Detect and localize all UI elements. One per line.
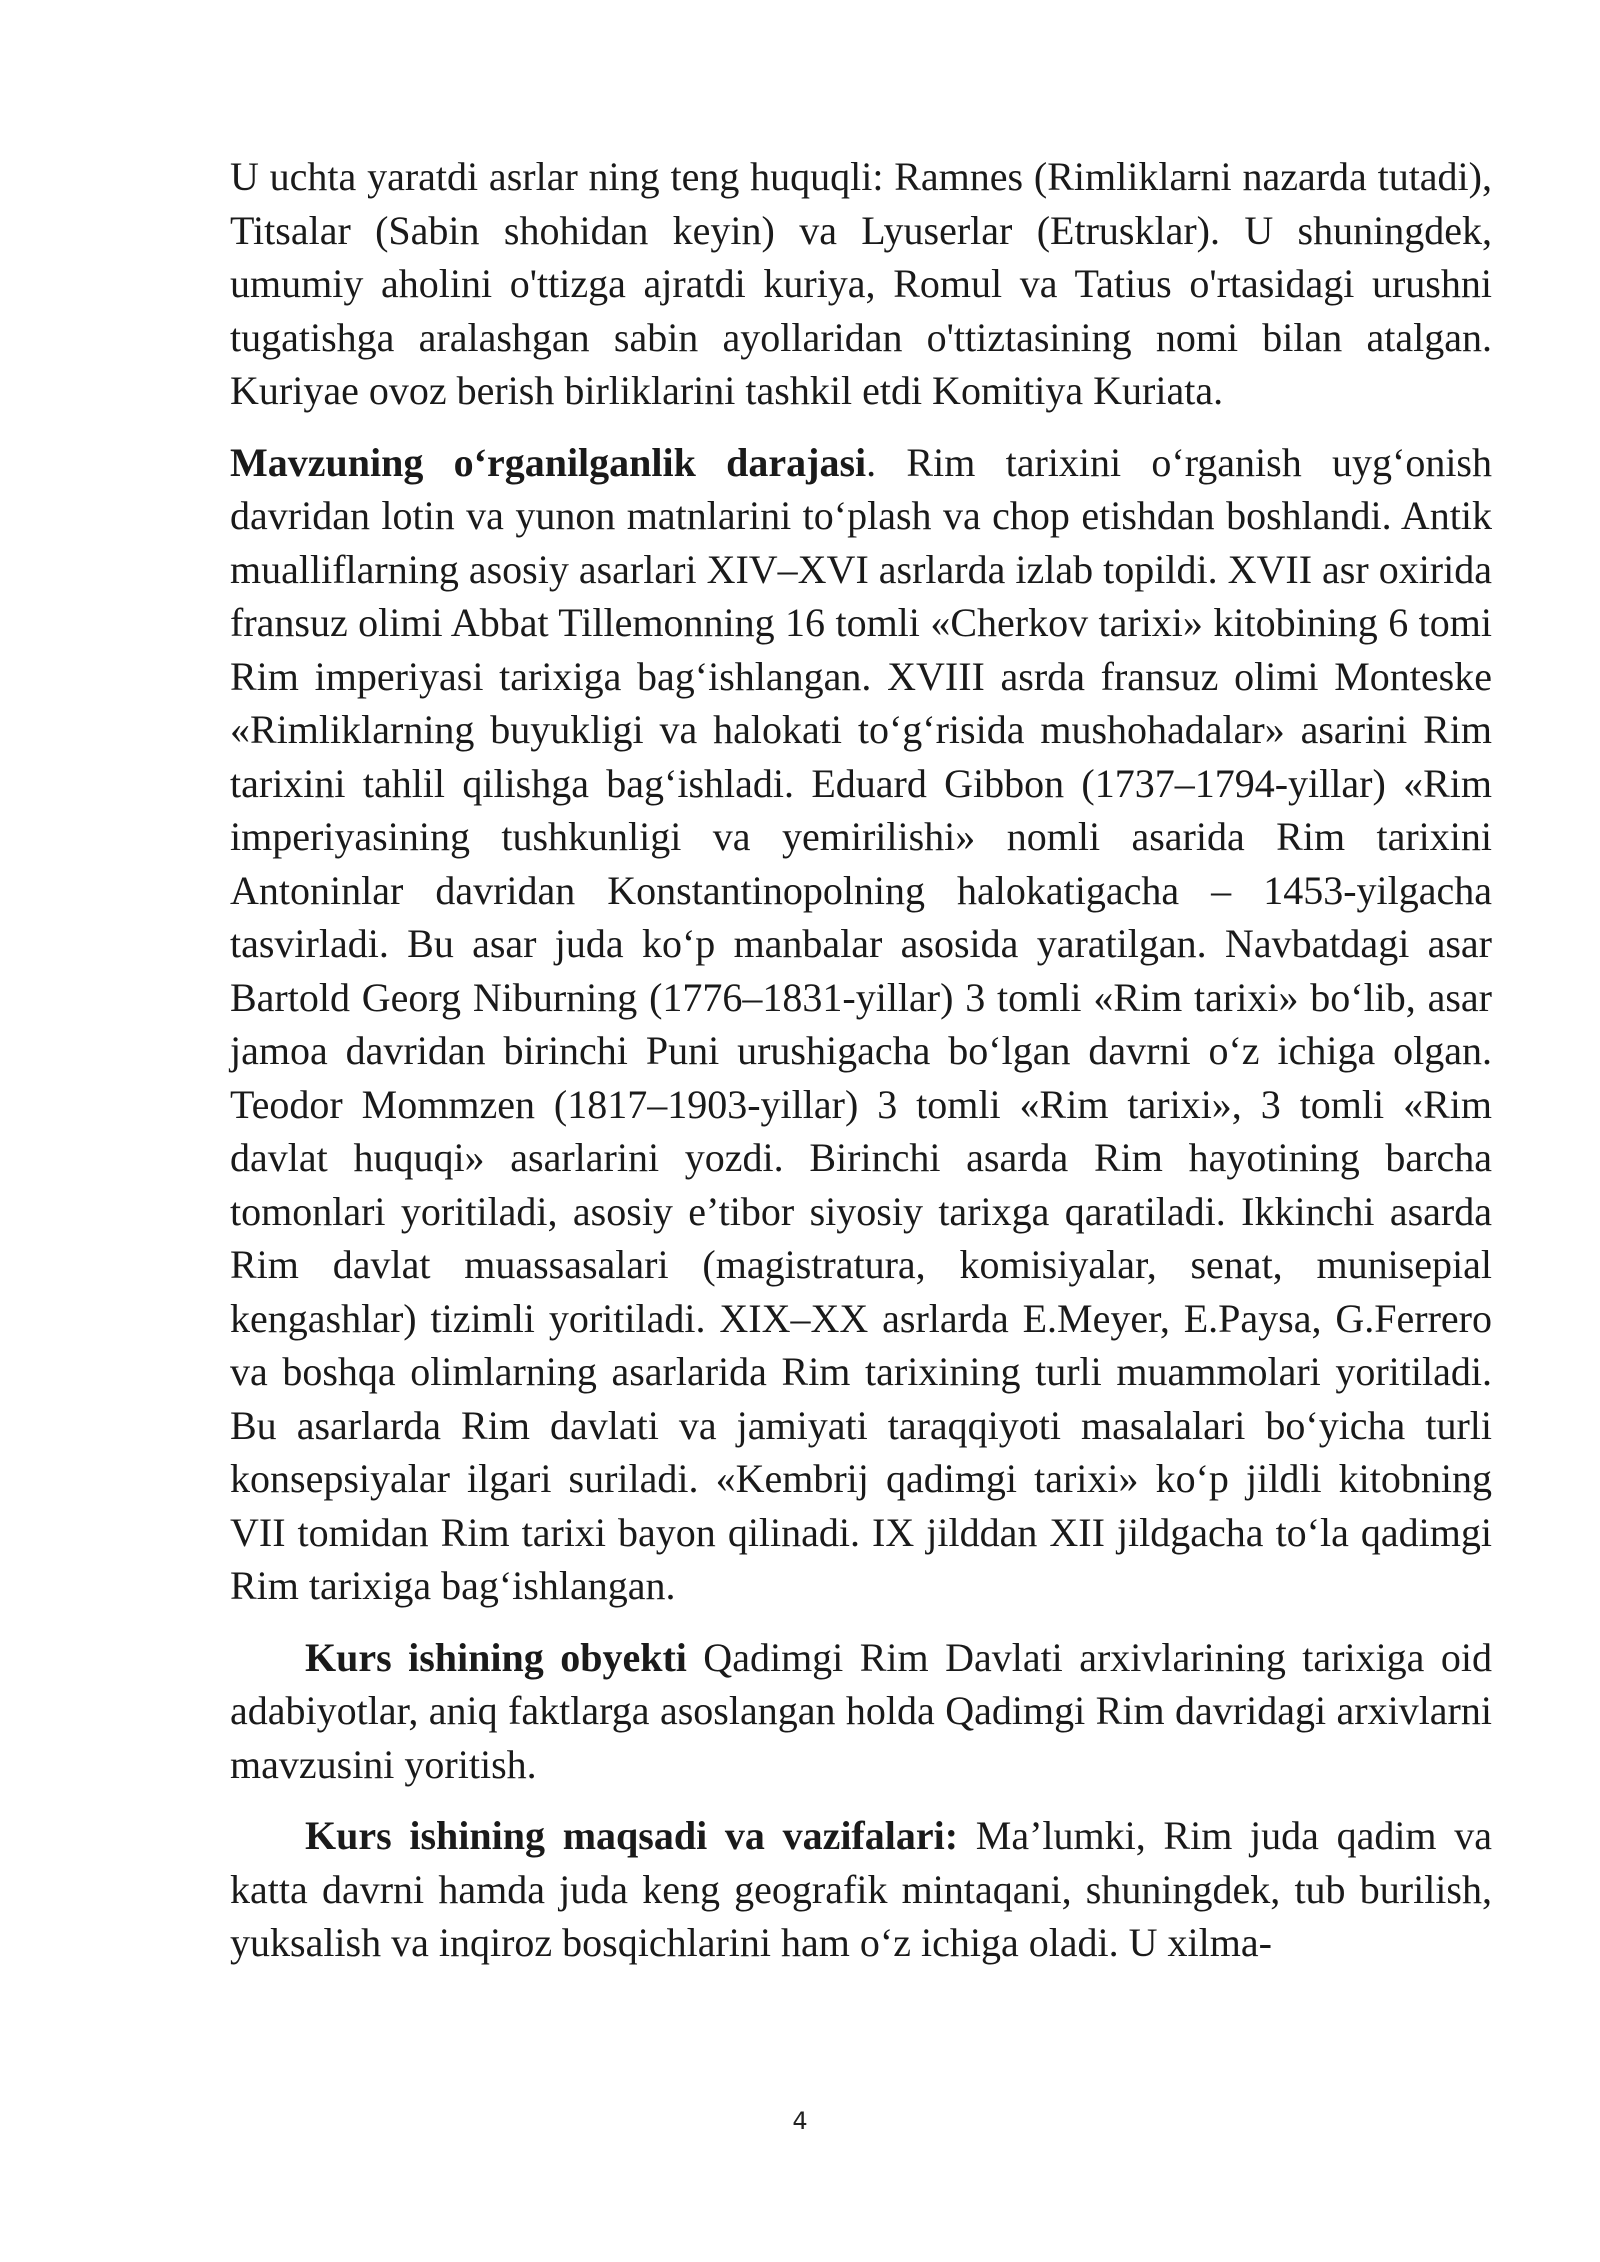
paragraph-text: . Rim tarixini o‘rganish uyg‘onish davridan lotin va yunon matnlarini to‘plash va chop etishdan boshlandi. Antik mualliflarning asosiy asarlari XIV–XVI asrlarda izlab topildi. XVII asr oxirida fransuz olimi Abbat Tillemonning 16 tomli «Cherkov tarixi» kitobining 6 tomi Rim imperiyasi tarixiga bag‘ishlangan. XVIII asrda fransuz olimi Monteske «Rimliklarning buyukligi va halokati to‘g‘risida mushohadalar» asarini Rim tarixini tahlil qilishga bag‘ishladi. Eduard Gibbon (1737–1794-yillar) «Rim imperiyasining tushkunligi va yemirilishi» nomli asarida Rim tarixini Antoninlar davridan Konstantinopolning halokatigacha – 1453-yilgacha tasvirladi. Bu asar juda ko‘p manbalar asosida yaratilgan. Navbatdagi asar Bartold Georg Niburning (1776–1831-yillar) 3 tomli «Rim tarixi» bo‘lib, asar jamoa davridan birinchi Puni urushigacha bo‘lgan davrni o‘z ichiga olgan. Teodor Mommzen (1817–1903-yillar) 3 tomli «Rim tarixi», 3 tomli «Rim davlat huquqi» asarlarini yozdi. Birinchi asarda Rim hayotining barcha tomonlari yoritiladi, asosiy e’tibor siyosiy tarixga qaratiladi. Ikkinchi asarda Rim davlat muassasalari (magistratura, komisiyalar, senat, munisepial kengashlar) tizimli yoritiladi. XIX–XX asrlarda E.Meyer, E.Paysa, G.Ferrero va boshqa olimlarning asarlarida Rim tarixining turli muammolari yoritiladi. Bu asarlarda Rim davlati va jamiyati taraqqiyoti masalalari bo‘yicha turli konsepsiyalar ilgari suriladi. «Kembrij qadimgi tarixi» ko‘p jildli kitobning VII tomidan Rim tarixi bayon qilinadi. IX jilddan XII jildgacha to‘la qadimgi Rim tarixiga bag‘ishlangan. bbox=[230, 439, 1492, 1608]
paragraph-text: Ma’lumki, Rim juda qadim va katta davrni hamda juda keng geografik mintaqani, shuningdek, tub burilish, yuksalish va inqiroz bosqichlarini ham o‘z ichiga oladi. U xilma- bbox=[230, 1813, 1492, 1965]
paragraph-text: Qadimgi Rim Davlati arxivlarining tarixiga oid adabiyotlar, aniq faktlarga asoslangan holda Qadimgi Rim davridagi arxivlarni mavzusini yoritish. bbox=[230, 1634, 1492, 1787]
paragraph-heading: Mavzuning o‘rganilganlik darajasi bbox=[230, 439, 867, 485]
page-number: 4 bbox=[792, 2107, 808, 2135]
paragraph-heading: Kurs ishining obyekti bbox=[305, 1634, 687, 1680]
paragraph-study-level bbox=[230, 436, 1492, 1613]
paragraph-text: U uchta yaratdi asrlar ning teng huquqli: Ramnes (Rimliklarni nazarda tutadi), Titsalar (Sabin shohidan keyin) va Lyuserlar (Etrusklar). U shuningdek, umumiy aholini o'ttizga ajratdi kuriya, Romul va Tatius o'rtasidagi urushni tugatishga aralashgan sabin ayollaridan o'ttiztasining nomi bilan atalgan. Kuriyae ovoz berish birliklarini tashkil etdi Komitiya Kuriata. bbox=[230, 154, 1492, 413]
paragraph-intro bbox=[230, 150, 1492, 418]
page-body bbox=[230, 150, 1492, 1970]
paragraph-course-goals bbox=[230, 1809, 1492, 1970]
paragraph-course-object bbox=[230, 1631, 1492, 1792]
paragraph-heading: Kurs ishining maqsadi va vazifalari: bbox=[305, 1813, 959, 1858]
